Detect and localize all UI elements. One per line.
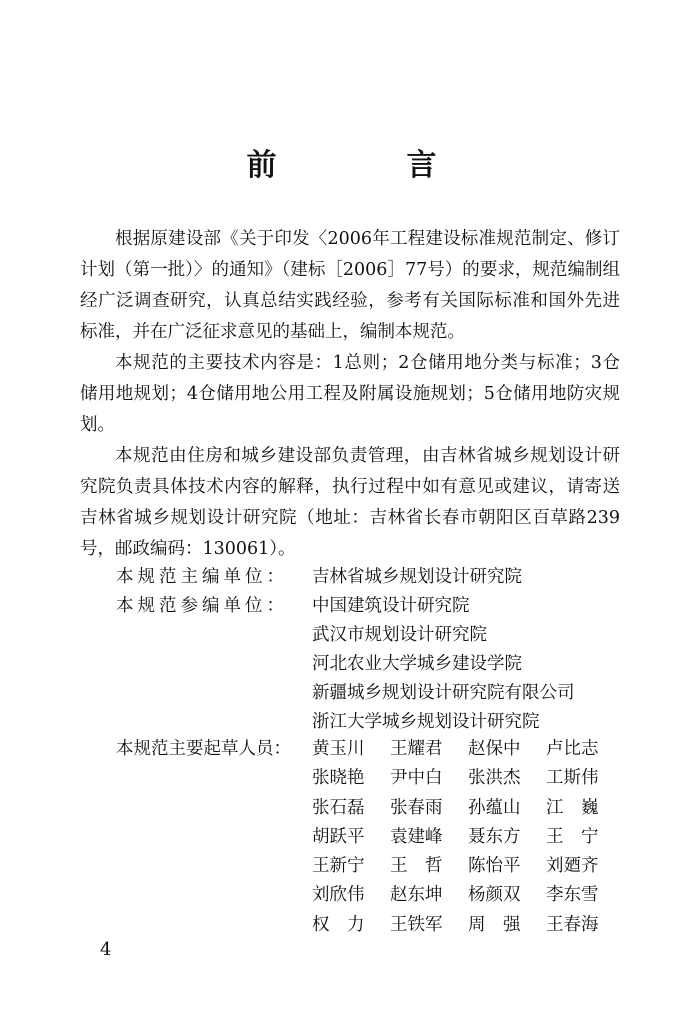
units-list [80,563,620,737]
page-number: 4 [100,939,112,960]
drafter-row [80,852,640,881]
drafter-name: 工斯伟 [546,768,599,789]
page-title: 前 言 [246,148,487,183]
participating-unit: 武汉市规划设计研究院 [312,625,487,645]
chief-unit-label: 本规范主编单位： [116,567,288,587]
drafter-name: 王铁军 [390,914,443,935]
drafter-name: 袁建峰 [390,826,443,847]
paragraph-contents: 本规范的主要技术内容是：1总则；2仓储用地分类与标准；3仓储用地规划；4仓储用地公用工程及附属设施规划；5仓储用地防灾规划。 [80,353,620,435]
drafter-name: 刘欣伟 [312,885,365,906]
drafter-name: 陈怡平 [468,856,521,877]
drafter-name: 张春雨 [390,797,443,818]
participating-unit-row [80,650,620,679]
drafter-row [80,911,640,940]
drafter-name: 胡跃平 [312,826,365,847]
drafter-row [80,823,640,852]
drafter-name: 王春海 [546,914,599,935]
drafter-name: 王新宁 [312,856,365,877]
drafter-name: 周强 [468,914,538,935]
drafter-name: 王哲 [390,856,460,877]
drafter-name: 权力 [312,914,382,935]
drafter-name: 王耀君 [390,739,443,759]
drafter-name: 赵保中 [468,739,521,759]
drafter-name: 黄玉川 [312,739,365,759]
paragraph-basis: 根据原建设部《关于印发〈2006年工程建设标准规范制定、修订计划（第一批）〉的通知》（建标［2006］77号）的要求，规范编制组经广泛调查研究，认真总结实践经验，参考有关国际标准和国外先进标准，并在广泛征求意见的基础上，编制本规范。 [80,229,620,342]
participating-unit: 浙江大学城乡规划设计研究院 [312,712,540,732]
chief-unit-value: 吉林省城乡规划设计研究院 [312,567,522,587]
drafter-name: 赵东坤 [390,885,443,906]
participating-unit-row [80,708,620,737]
drafter-name: 聂东方 [468,826,521,847]
drafter-name: 尹中白 [390,768,443,789]
drafter-name: 刘廼齐 [546,856,599,877]
participating-unit-row [80,679,620,708]
participating-unit: 中国建筑设计研究院 [312,596,470,616]
drafter-row [80,764,640,793]
participating-units-label: 本规范参编单位： [116,596,288,616]
drafters-label: 本规范主要起草人员： [116,739,291,759]
drafter-name: 江巍 [546,797,616,818]
drafter-name: 张洪杰 [468,768,521,789]
drafter-row [80,735,640,764]
drafter-row [80,881,640,910]
participating-unit: 河北农业大学城乡建设学院 [312,654,522,674]
preface-body [80,224,620,565]
drafters-list [80,735,640,940]
participating-unit-row [80,592,620,621]
drafter-name: 杨颜双 [468,885,521,906]
drafter-name: 卢比志 [546,739,599,759]
drafter-name: 孙蕴山 [468,797,521,818]
drafter-name: 张晓艳 [312,768,365,789]
paragraph-management: 本规范由住房和城乡建设部负责管理，由吉林省城乡规划设计研究院负责具体技术内容的解释，执行过程中如有意见或建议，请寄送吉林省城乡规划设计研究院（地址：吉林省长春市朝阳区百草路239号，邮政编码：130061）。 [80,446,620,559]
participating-unit-row [80,621,620,650]
drafter-name: 李东雪 [546,885,599,906]
drafter-name: 张石磊 [312,797,365,818]
drafter-name: 王宁 [546,826,616,847]
chief-unit-row [80,563,620,592]
participating-unit: 新疆城乡规划设计研究院有限公司 [312,683,575,703]
drafter-row [80,794,640,823]
